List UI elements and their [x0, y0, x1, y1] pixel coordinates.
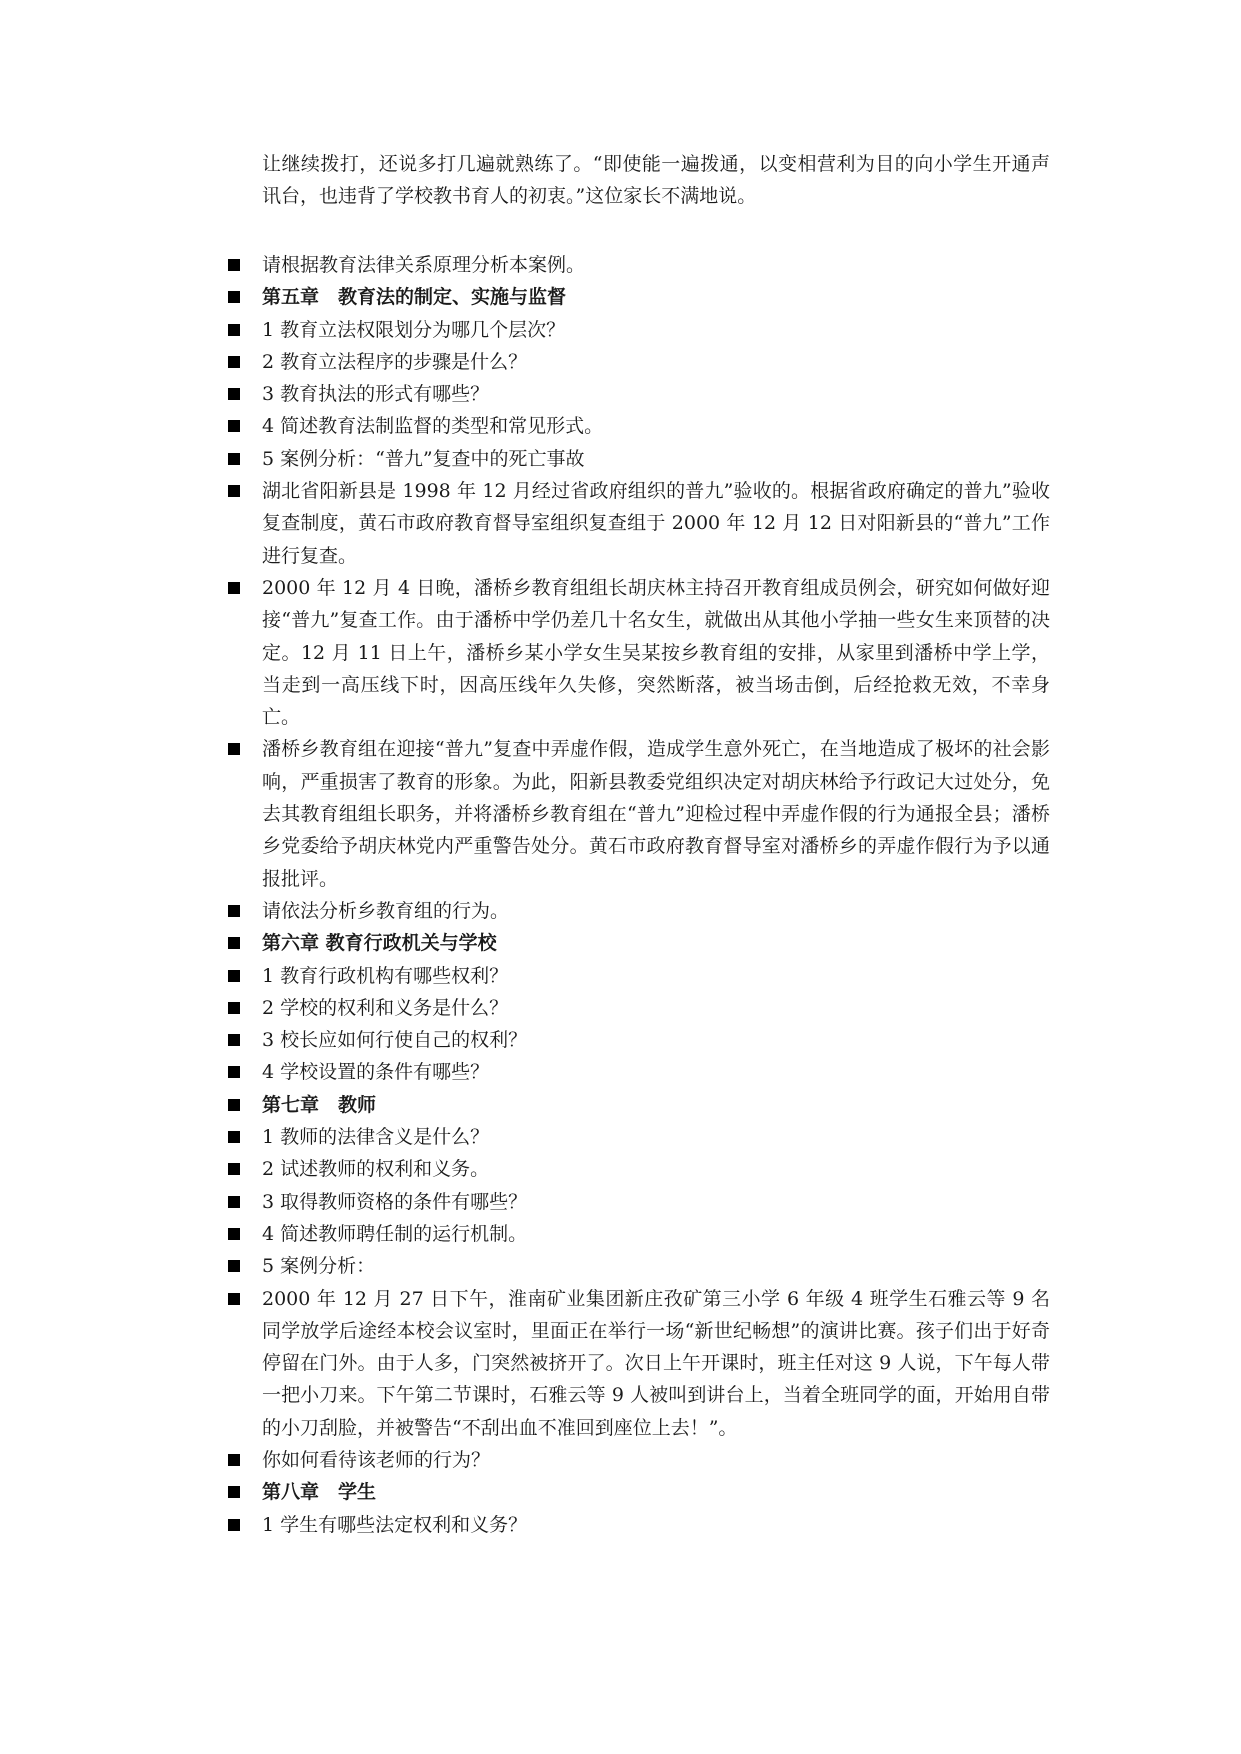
square-bullet-icon [228, 388, 240, 400]
list-item [224, 1509, 1050, 1541]
list-item-text: 3 取得教师资格的条件有哪些？ [262, 1190, 528, 1213]
square-bullet-icon [228, 1293, 240, 1305]
list-item-text: 第八章 学生 [262, 1481, 377, 1504]
list-item [224, 475, 1050, 572]
square-bullet-icon [228, 291, 240, 303]
square-bullet-icon [228, 259, 240, 271]
list-item [224, 1250, 1050, 1282]
list-item-text: 2000 年 12 月 4 日晚，潘桥乡教育组组长胡庆林主持召开教育组成员例会，研究如何做好迎接“普九”复查工作。由于潘桥中学仍差几十名女生，就做出从其他小学抽一些女生来顶替的决定。12 月 11 日上午，潘桥乡某小学女生吴某按乡教育组的安排，从家里到潘桥中学上学，当走到一高压线下时，因高压线年久失修，突然断落，被当场击倒，后经抢救无效，不幸身亡。 [262, 576, 1050, 729]
list-item [224, 895, 1050, 927]
list-item [224, 249, 1050, 281]
list-item [224, 443, 1050, 475]
square-bullet-icon [228, 1486, 240, 1498]
square-bullet-icon [228, 324, 240, 336]
list-item-text: 1 学生有哪些法定权利和义务？ [262, 1513, 528, 1536]
list-item-text: 5 案例分析：“普九”复查中的死亡事故 [262, 447, 585, 470]
list-item-text: 4 简述教育法制监督的类型和常见形式。 [262, 415, 604, 438]
list-item-text: 湖北省阳新县是 1998 年 12 月经过省政府组织的普九”验收的。根据省政府确定的普九”验收复查制度，黄石市政府教育督导室组织复查组于 2000 年 12 月 12 日对阳新县的“普九”工作进行复查。 [262, 480, 1050, 567]
list-item-text: 请依法分析乡教育组的行为。 [262, 899, 510, 922]
list-item [224, 410, 1050, 442]
continuation-paragraph: 让继续拨打，还说多打几遍就熟练了。“即使能一遍拨通，以变相营利为目的向小学生开通声讯台，也违背了学校教书育人的初衷。”这位家长不满地说。 [262, 153, 1050, 207]
list-item-text: 请根据教育法律关系原理分析本案例。 [262, 254, 586, 276]
square-bullet-icon [228, 1454, 240, 1466]
chapter-heading [224, 927, 1050, 959]
square-bullet-icon [228, 453, 240, 465]
list-item [224, 314, 1050, 346]
list-item-text: 3 校长应如何行使自己的权利？ [262, 1029, 528, 1052]
bulleted-list [224, 249, 1050, 1541]
square-bullet-icon [228, 970, 240, 982]
square-bullet-icon [228, 1002, 240, 1014]
list-item [224, 378, 1050, 410]
list-item-text: 4 学校设置的条件有哪些？ [262, 1061, 490, 1084]
square-bullet-icon [228, 1099, 240, 1111]
list-item-text: 3 教育执法的形式有哪些？ [262, 383, 490, 406]
square-bullet-icon [228, 356, 240, 368]
square-bullet-icon [228, 1228, 240, 1240]
list-item-text: 你如何看待该老师的行为？ [262, 1448, 491, 1471]
list-item-text: 1 教师的法律含义是什么？ [262, 1126, 490, 1149]
list-item-text: 第七章 教师 [262, 1093, 377, 1116]
list-item [224, 1153, 1050, 1185]
square-bullet-icon [228, 743, 240, 755]
square-bullet-icon [228, 1260, 240, 1272]
square-bullet-icon [228, 1163, 240, 1175]
list-item [224, 1121, 1050, 1153]
list-item [224, 992, 1050, 1024]
list-item [224, 1186, 1050, 1218]
list-item [224, 960, 1050, 992]
square-bullet-icon [228, 485, 240, 497]
list-item-text: 2 试述教师的权利和义务。 [262, 1158, 490, 1181]
list-item-text: 第六章 教育行政机关与学校 [262, 932, 497, 955]
square-bullet-icon [228, 582, 240, 594]
list-item [224, 346, 1050, 378]
list-item [224, 733, 1050, 894]
square-bullet-icon [228, 1034, 240, 1046]
list-item [224, 1024, 1050, 1056]
square-bullet-icon [228, 1066, 240, 1078]
list-item [224, 1283, 1050, 1444]
list-item [224, 1218, 1050, 1250]
square-bullet-icon [228, 937, 240, 949]
list-item-text: 1 教育立法权限划分为哪几个层次？ [262, 318, 566, 341]
list-item-text: 2 教育立法程序的步骤是什么？ [262, 350, 528, 373]
list-item-text: 5 案例分析： [262, 1255, 376, 1278]
list-item [224, 572, 1050, 733]
list-item-text: 2000 年 12 月 27 日下午，淮南矿业集团新庄孜矿第三小学 6 年级 4 班学生石雅云等 9 名同学放学后途经本校会议室时，里面正在举行一场“新世纪畅想”的演讲比赛。孩子们出于好奇停留在门外。由于人多，门突然被挤开了。次日上午开课时，班主任对这 9 人说，下午每人带一把小刀来。下午第二节课时，石雅云等 9 人被叫到讲台上，当着全班同学的面，开始用自带的小刀刮脸，并被警告“不刮出血不准回到座位上去！”。 [262, 1287, 1050, 1439]
list-item-text: 1 教育行政机构有哪些权利？ [262, 964, 509, 987]
list-item [224, 1056, 1050, 1088]
list-item-text: 潘桥乡教育组在迎接“普九”复查中弄虚作假，造成学生意外死亡，在当地造成了极坏的社会影响，严重损害了教育的形象。为此，阳新县教委党组织决定对胡庆林给予行政记大过处分，免去其教育组组长职务，并将潘桥乡教育组在“普九”迎检过程中弄虚作假的行为通报全县；潘桥乡党委给予胡庆林党内严重警告处分。黄石市政府教育督导室对潘桥乡的弄虚作假行为予以通报批评。 [262, 738, 1050, 890]
chapter-heading [224, 1089, 1050, 1121]
square-bullet-icon [228, 905, 240, 917]
square-bullet-icon [228, 1131, 240, 1143]
list-item-text: 2 学校的权利和义务是什么？ [262, 996, 509, 1019]
list-item-text: 第五章 教育法的制定、实施与监督 [262, 286, 567, 309]
list-item [224, 1444, 1050, 1476]
chapter-heading [224, 281, 1050, 313]
chapter-heading [224, 1476, 1050, 1508]
list-item-text: 4 简述教师聘任制的运行机制。 [262, 1222, 528, 1245]
square-bullet-icon [228, 1519, 240, 1531]
square-bullet-icon [228, 420, 240, 432]
square-bullet-icon [228, 1196, 240, 1208]
